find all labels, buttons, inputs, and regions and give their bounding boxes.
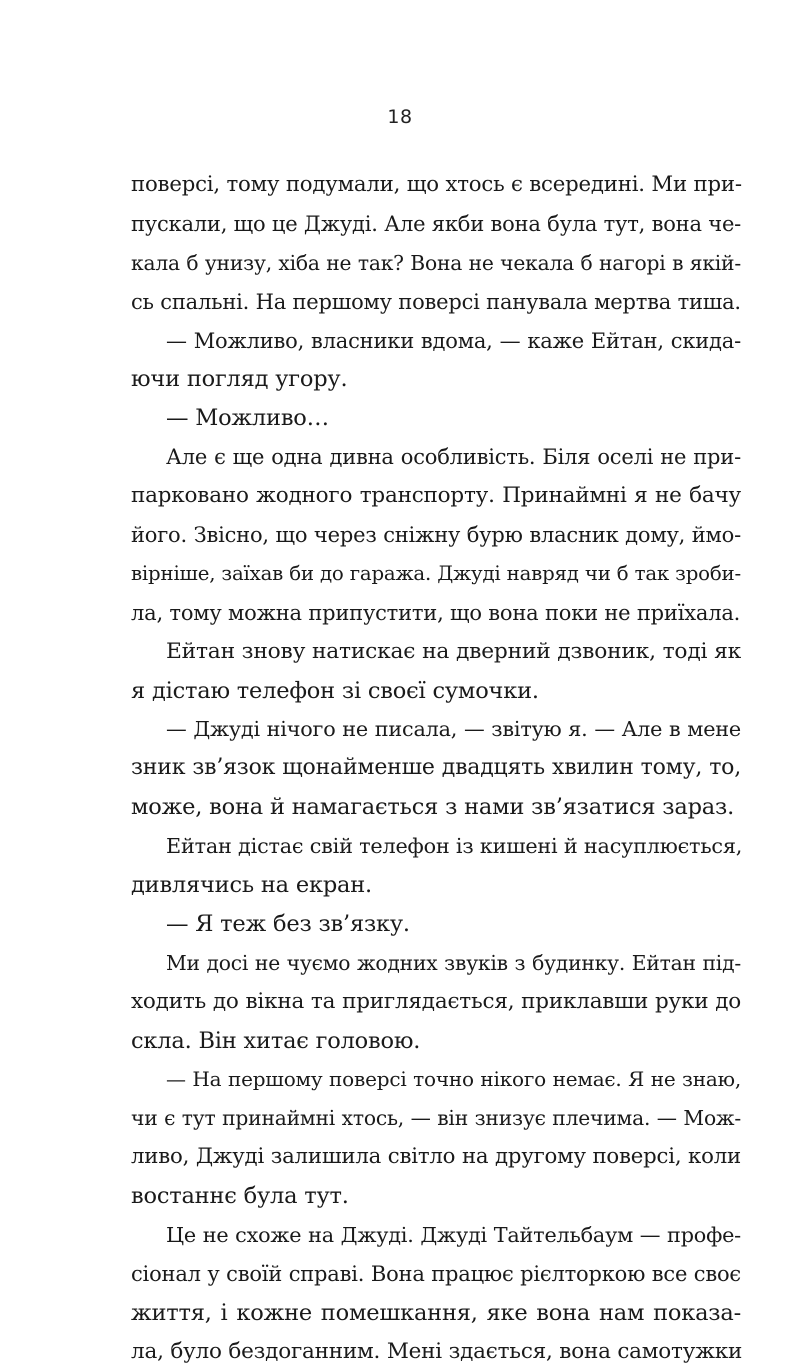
text-line: востаннє була тут. xyxy=(131,1183,349,1210)
text-line: ла, тому можна припустити, що вона поки не приїхала. xyxy=(131,600,741,625)
text-line: поверсі, тому подумали, що хтось є всередині. Ми при- xyxy=(131,172,742,197)
text-line: Це не схоже на Джуді. Джуді Тайтельбаум — профе- xyxy=(166,1223,741,1248)
text-line: — Я теж без зв’язку. xyxy=(166,910,410,937)
text-line: зник зв’язок щонайменше двадцять хвилин тому, то, xyxy=(131,755,741,781)
text-line: Ми досі не чуємо жодних звуків з будинку. Ейтан під- xyxy=(166,950,741,975)
body-text xyxy=(131,166,741,1372)
text-line: — На першому поверсі точно нікого немає. Я не знаю, xyxy=(166,1067,741,1092)
text-line: скла. Він хитає головою. xyxy=(131,1027,421,1054)
text-line: його. Звісно, що через сніжну бурю власник дому, ймо- xyxy=(131,523,741,548)
page-number: 18 xyxy=(387,106,413,128)
text-line: Ейтан дістає свій телефон із кишені й насуплюється, xyxy=(166,834,743,859)
text-line: Але є ще одна дивна особливість. Біля оселі не при- xyxy=(166,445,741,470)
text-line: кала б унизу, хіба не так? Вона не чекала б нагорі в якій- xyxy=(131,250,741,275)
text-line: дивлячись на екран. xyxy=(131,872,372,899)
text-line: ливо, Джуді залишила світло на другому поверсі, коли xyxy=(131,1144,741,1170)
text-line: життя, і кожне помешкання, яке вона нам показа- xyxy=(131,1299,741,1326)
text-line: ходить до вікна та приглядається, приклавши руки до xyxy=(131,988,741,1014)
text-line: — Можливо… xyxy=(166,405,329,432)
text-line: Ейтан знову натискає на дверний дзвоник, тоді як xyxy=(166,638,741,664)
text-line: може, вона й намагається з нами зв’язатися зараз. xyxy=(131,794,735,821)
text-line: я дістаю телефон зі своєї сумочки. xyxy=(131,677,539,704)
text-line: ла, було бездоганним. Мені здається, вона самотужки xyxy=(131,1338,743,1364)
text-line: вірніше, заїхав би до гаража. Джуді навряд чи б так зроби- xyxy=(131,561,741,585)
text-line: пускали, що це Джуді. Але якби вона була тут, вона че- xyxy=(131,211,742,236)
text-line: сіонал у своїй справі. Вона працює рієлторкою все своє xyxy=(131,1261,741,1286)
text-line: парковано жодного транспорту. Принаймні я не бачу xyxy=(131,483,741,509)
text-line: — Джуді нічого не писала, — звітую я. — Але в мене xyxy=(166,717,741,742)
text-line: — Можливо, власники вдома, — каже Ейтан, скида- xyxy=(166,328,741,353)
text-line: сь спальні. На першому поверсі панувала мертва тиша. xyxy=(131,289,741,314)
text-line: чи є тут принаймні хтось, — він знизує плечима. — Мож- xyxy=(131,1106,741,1131)
text-line: ючи погляд угору. xyxy=(131,366,348,393)
